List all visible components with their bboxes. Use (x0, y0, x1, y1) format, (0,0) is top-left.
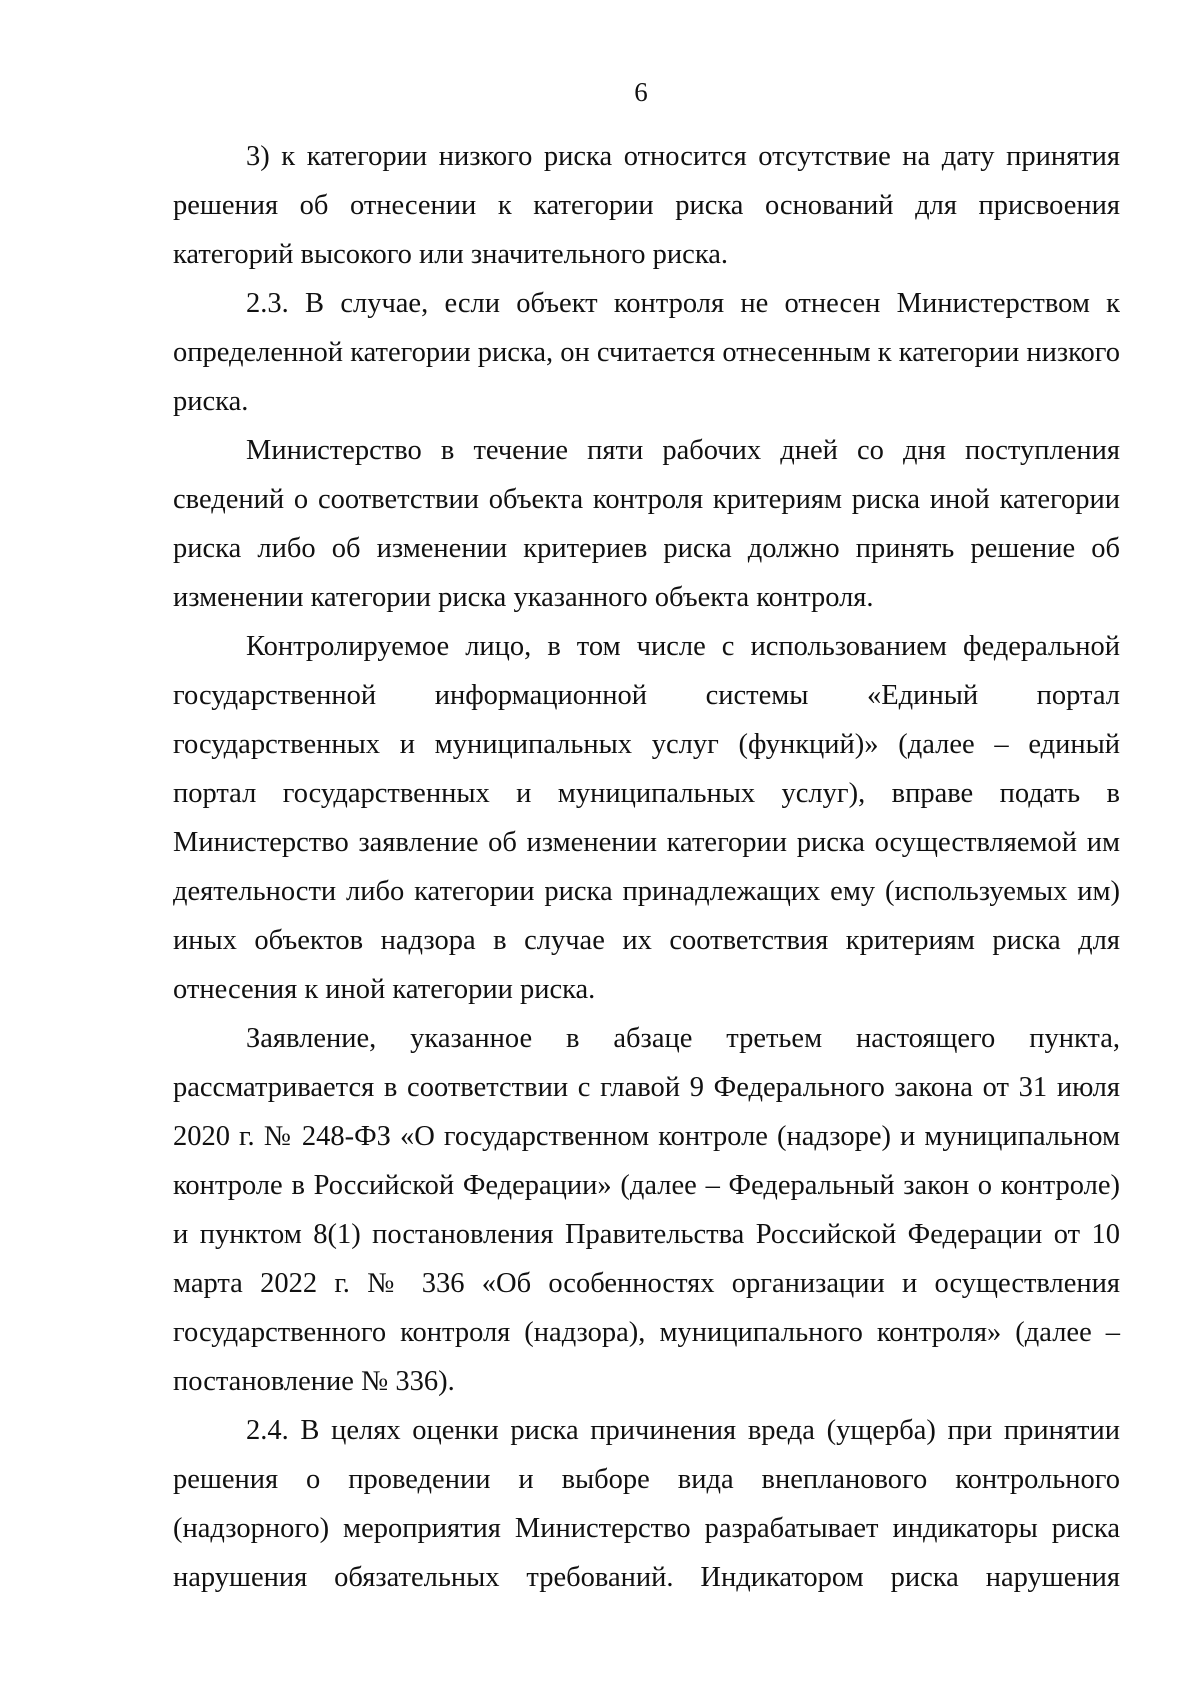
paragraph-2-4: 2.4. В целях оценки риска причинения вреда (ущерба) при принятии решения о проведении и выборе вида внепланового контрольного (надзорного) мероприятия Министерство разрабатывает индикаторы риска нарушения обязательных требований. Индикатором риска нарушения (173, 1415, 1120, 1593)
paragraph-application: Заявление, указанное в абзаце третьем настоящего пункта, рассматривается в соответствии с главой 9 Федерального закона от 31 июля 2020 г. № 248-ФЗ «О государственном контроле (надзоре) и муниципальном контроле в Российской Федерации» (далее – Федеральный закон о контроле) и пунктом 8(1) постановления Правительства Российской Федерации от 10 марта 2022 г. № 336 «Об особенностях организации и осуществления государственного контроля (надзора), муниципального контроля» (далее – постановление № 336). (173, 1023, 1120, 1397)
paragraph-risk-category-low: 3) к категории низкого риска относится отсутствие на дату принятия решения об отнесении к категории риска оснований для присвоения категорий высокого или значительного риска. (173, 141, 1120, 270)
page-number: 6 (634, 77, 648, 107)
paragraph-controlled-person: Контролируемое лицо, в том числе с использованием федеральной государственной информационной системы «Единый портал государственных и муниципальных услуг (функций)» (далее – единый портал государственных и муниципальных услуг), вправе подать в Министерство заявление об изменении категории риска осуществляемой им деятельности либо категории риска принадлежащих ему (используемых им) иных объектов надзора в случае их соответствия критериям риска для отнесения к иной категории риска. (173, 631, 1120, 1005)
document-body (173, 132, 1120, 1602)
paragraph-ministry-decision: Министерство в течение пяти рабочих дней со дня поступления сведений о соответствии объекта контроля критериям риска иной категории риска либо об изменении критериев риска должно принять решение об изменении категории риска указанного объекта контроля. (173, 435, 1120, 613)
paragraph-2-3: 2.3. В случае, если объект контроля не отнесен Министерством к определенной категории риска, он считается отнесенным к категории низкого риска. (173, 288, 1120, 417)
